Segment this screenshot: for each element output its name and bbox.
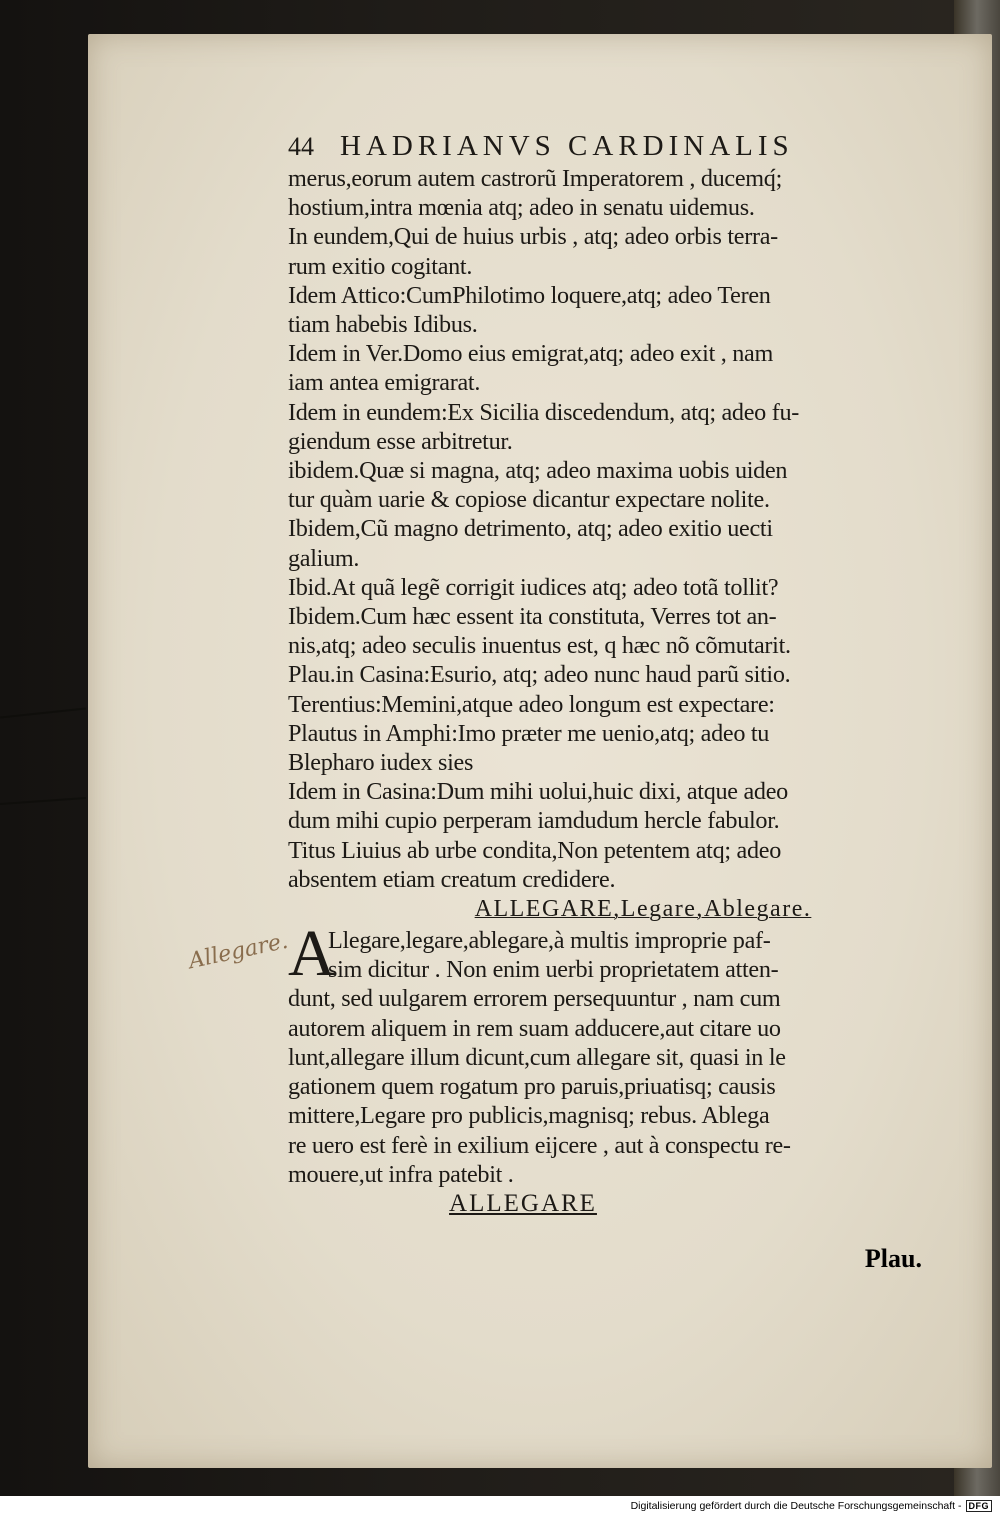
text-line: sim dicitur . Non enim uerbi proprietatem atten- bbox=[328, 956, 779, 984]
text-line: dum mihi cupio perperam iamdudum hercle fabulor. bbox=[288, 807, 780, 835]
text-line: galium. bbox=[288, 544, 360, 572]
text-line: giendum esse arbitretur. bbox=[288, 427, 513, 455]
book-page bbox=[88, 34, 992, 1468]
text-line: tur quàm uarie & copiose dicantur expectare nolite. bbox=[288, 486, 770, 514]
text-line: dunt, sed uulgarem errorem persequuntur , nam cum bbox=[288, 985, 781, 1013]
margin-mark bbox=[0, 797, 86, 805]
text-line: Plau.in Casina:Esurio, atq; adeo nunc haud parũ sitio. bbox=[288, 661, 791, 689]
text-line: Blepharo iudex sies bbox=[288, 749, 474, 777]
dfg-logo: DFG bbox=[966, 1500, 993, 1512]
text-line: re uero est ferè in exilium eijcere , aut à conspectu re- bbox=[288, 1131, 791, 1159]
text-line: tiam habebis Idibus. bbox=[288, 311, 478, 339]
catchword: ALLEGARE bbox=[449, 1189, 597, 1217]
text-line: mouere,ut infra patebit . bbox=[288, 1160, 514, 1188]
text-line: gationem quem rogatum pro paruis,priuatisq; causis bbox=[288, 1073, 776, 1101]
margin-mark bbox=[0, 708, 86, 719]
section-heading: ALLEGARE,Legare,Ablegare. bbox=[474, 896, 812, 923]
margin-annotation: Allegare. bbox=[186, 928, 291, 975]
footer-bar bbox=[0, 1496, 1000, 1516]
text-line: Llegare,legare,ablegare,à multis improprie paf- bbox=[328, 927, 771, 955]
text-line: lunt,allegare illum dicunt,cum allegare sit, quasi in le bbox=[288, 1043, 786, 1071]
page-text-block bbox=[288, 130, 928, 1219]
text-line: merus,eorum autem castrorũ Imperatorem , ducemq́; bbox=[288, 165, 783, 192]
text-line: iam antea emigrarat. bbox=[288, 369, 481, 397]
text-line: mittere,Legare pro publicis,magnisq; rebus. Ablega bbox=[288, 1102, 770, 1130]
text-lines bbox=[288, 164, 928, 894]
text-line: absentem etiam creatum credidere. bbox=[288, 865, 616, 893]
text-line: ibidem.Quæ si magna, atq; adeo maxima uobis uiden bbox=[288, 457, 788, 485]
text-line: Ibid.At quã legẽ corrigit iudices atq; adeo totã tollit? bbox=[288, 573, 779, 601]
text-line: nis,atq; adeo seculis inuentus est, q hæc nõ cõmutarit. bbox=[288, 632, 791, 660]
text-line: Idem Attico:CumPhilotimo loquere,atq; adeo Teren bbox=[288, 281, 771, 309]
text-line: In eundem,Qui de huius urbis , atq; adeo orbis terra- bbox=[288, 223, 778, 251]
text-line: Ibidem,Cũ magno detrimento, atq; adeo exitio uecti bbox=[288, 515, 773, 543]
text-line: autorem aliquem in rem suam adducere,aut citare uo bbox=[288, 1014, 781, 1042]
text-line: rum exitio cogitant. bbox=[288, 252, 473, 280]
paragraph-first-lines bbox=[288, 917, 928, 991]
signature-mark: Plau. bbox=[864, 1244, 922, 1273]
text-line: Plautus in Amphi:Imo præter me uenio,atq; adeo tu bbox=[288, 719, 770, 747]
paragraph-lines bbox=[288, 984, 928, 1188]
running-header bbox=[288, 130, 928, 164]
text-line: Ibidem.Cum hæc essent ita constituta, Verres tot an- bbox=[288, 603, 777, 631]
text-line: hostium,intra mœnia atq; adeo in senatu uidemus. bbox=[288, 194, 755, 222]
running-title: HADRIANVS CARDINALIS bbox=[340, 130, 794, 162]
text-line: Idem in Casina:Dum mihi uolui,huic dixi, atque adeo bbox=[288, 778, 788, 806]
page-number: 44 bbox=[288, 132, 314, 161]
text-line: Terentius:Memini,atque adeo longum est expectare: bbox=[288, 690, 775, 718]
text-line: Titus Liuius ab urbe condita,Non petentem atq; adeo bbox=[288, 836, 781, 864]
text-line: Idem in Ver.Domo eius emigrat,atq; adeo exit , nam bbox=[288, 340, 773, 368]
footer-credit: Digitalisierung gefördert durch die Deutsche Forschungsgemeinschaft - bbox=[630, 1500, 962, 1512]
drop-initial: A bbox=[288, 917, 336, 991]
paragraph bbox=[288, 917, 928, 1189]
text-line: Idem in eundem:Ex Sicilia discedendum, atq; adeo fu- bbox=[288, 398, 799, 426]
